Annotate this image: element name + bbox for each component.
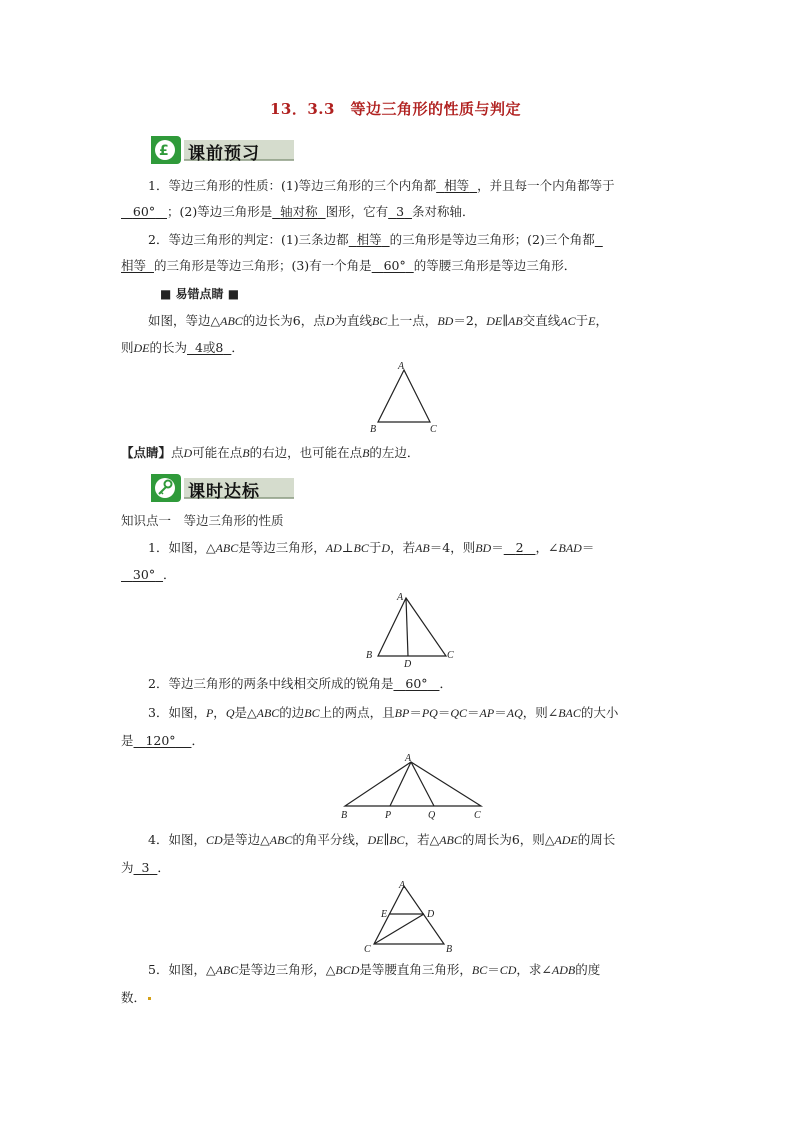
text: 的三角形是等边三角形；(2)三个角都 <box>389 232 595 247</box>
label-C: C <box>364 944 371 955</box>
preview-q2-line1 <box>148 232 603 248</box>
answer-blank: 60° <box>405 676 428 691</box>
answer-blank: 60° <box>132 204 156 219</box>
page-title: 13．3.3 等边三角形的性质与判定 <box>270 100 521 118</box>
answer-blank: 3 <box>141 860 150 875</box>
practice-q4-line1: 4．如图，CD是等边△ABC的角平分线，DE∥BC，若△ABC的周长为6，则△ADE的周长 <box>148 832 616 847</box>
figure-triangle-cde <box>362 876 462 956</box>
key-icon <box>151 474 181 502</box>
text: 条对称轴． <box>412 204 475 219</box>
label-B: B <box>446 944 453 955</box>
banner-title: 课前预习 <box>188 144 260 164</box>
label-A: A <box>398 361 405 372</box>
figure-triangle-pq <box>335 752 495 824</box>
pound-icon <box>151 136 181 164</box>
answer-blank: 30° <box>132 567 156 582</box>
answer-blank: 相等 <box>444 178 470 193</box>
label-B: B <box>370 424 377 435</box>
label-D: D <box>404 659 412 670</box>
label-B: B <box>366 650 373 661</box>
practice-q2: 2．等边三角形的两条中线相交所成的锐角是 60° ． <box>148 676 452 691</box>
text: 的等腰三角形是等边三角形． <box>413 258 577 273</box>
practice-q4-line2: 为 3 ． <box>121 860 170 875</box>
answer-blank: 4或8 <box>194 340 224 355</box>
figure-triangle-altitude <box>364 590 454 670</box>
answer-blank: 120° <box>145 733 176 748</box>
answer-blank: 3 <box>396 204 405 219</box>
practice-q3-line2: 是 120° ． <box>121 733 204 748</box>
label-C: C <box>474 810 481 821</box>
answer-blank: 2 <box>515 540 524 555</box>
answer-blank-start <box>595 232 603 247</box>
text: 图形，它有 <box>325 204 389 219</box>
tip-line: 【点睛】点D可能在点B的右边，也可能在点B的左边． <box>121 445 420 460</box>
preview-q1-line2 <box>121 204 475 220</box>
svg-text:£: £ <box>159 143 169 159</box>
answer-blank: 相等 <box>121 258 147 273</box>
practice-q5-line2: 数． <box>121 990 151 1006</box>
answer-blank: 60° <box>383 258 406 273</box>
text: ，并且每一个内角都等于 <box>477 178 615 193</box>
label-Q: Q <box>428 810 436 821</box>
section-banner-practice <box>146 472 296 502</box>
section-banner-preview <box>146 134 296 164</box>
label-A: A <box>399 880 406 891</box>
dot-mark <box>148 997 151 1000</box>
knowledge-point-1: 知识点一 等边三角形的性质 <box>121 513 284 528</box>
label-D: D <box>427 909 435 920</box>
preview-q1-line1 <box>148 178 615 194</box>
practice-q1-line1: 1．如图，△ABC是等边三角形，AD⊥BC于D，若AB＝4，则BD＝ 2 ，∠BAD＝ <box>148 540 595 555</box>
banner-title: 课时达标 <box>188 482 260 502</box>
practice-q5-line1: 5．如图，△ABC是等边三角形，△BCD是等腰直角三角形，BC＝CD，求∠ADB的度 <box>148 962 601 977</box>
label-C: C <box>447 650 454 661</box>
figure-triangle-abc <box>370 360 440 435</box>
text: 2．等边三角形的判定：(1)三条边都 <box>148 232 349 247</box>
label-A: A <box>405 753 412 764</box>
practice-q3-line1: 3．如图，P，Q是△ABC的边BC上的两点，且BP＝PQ＝QC＝AP＝AQ，则∠BAC的大小 <box>148 705 619 720</box>
text: 1．等边三角形的性质：(1)等边三角形的三个内角都 <box>148 178 437 193</box>
text: 的三角形是等边三角形；(3)有一个角是 <box>153 258 372 273</box>
label-E: E <box>381 909 388 920</box>
text: ；(2)等边三角形是 <box>167 204 273 219</box>
label-P: P <box>385 810 392 821</box>
preview-q2-line2 <box>121 258 576 274</box>
answer-blank: 相等 <box>356 232 382 247</box>
label-A: A <box>397 592 404 603</box>
example-line1: 如图，等边△ABC的边长为6，点D为直线BC上一点，BD＝2，DE∥AB交直线AC于E， <box>148 313 608 328</box>
easy-error-heading: ■ 易错点睛 ■ <box>160 287 240 301</box>
answer-blank: 轴对称 <box>280 204 318 219</box>
label-B: B <box>341 810 348 821</box>
label-C: C <box>430 424 437 435</box>
practice-q1-line2: 30° ． <box>121 567 176 583</box>
example-line2: 则DE的长为 4或8 ． <box>121 340 244 355</box>
